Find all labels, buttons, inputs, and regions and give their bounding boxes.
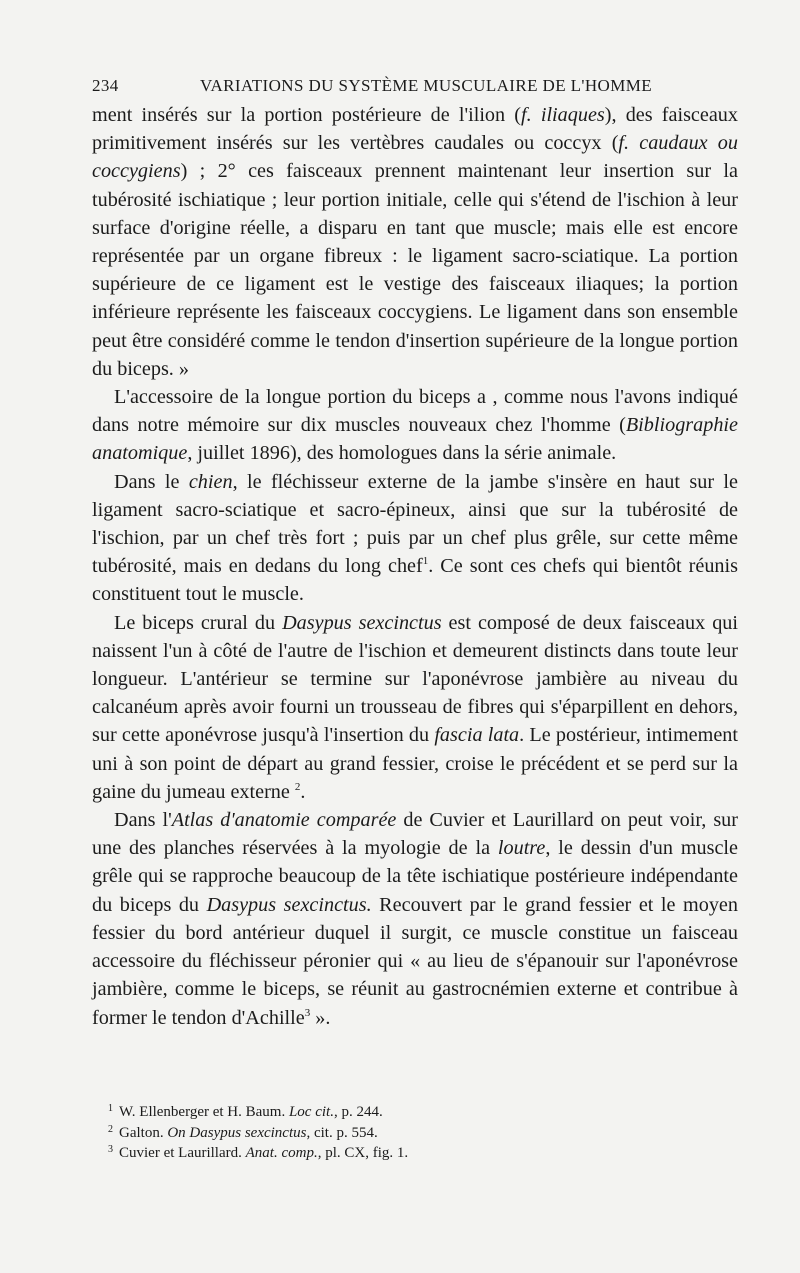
footnote-ref-3: 3 <box>304 1006 311 1019</box>
paragraph-atlas: Dans l'Atlas d'anatomie comparée de Cuvier et Laurillard on peut voir, sur une des planches réservées à la myologie de la loutre, le dessin d'un muscle grêle qui se rapproche beaucoup de la tête ischiatique postérieure indépendante du biceps du Dasypus sexcinctus. Recouvert par le grand fessier et le moyen fessier du bord antérieur duquel il surgit, ce muscle constitue un faisceau accessoire du fléchisseur péronier qui « au lieu de s'épanouir sur l'aponévrose jambière, comme le biceps, se réunit au gastrocnémien externe et contribue à former le tendon d'Achille$^3$ ». <box>92 809 739 1029</box>
footnote-3: $^3$ Cuvier et Laurillard. Anat. comp., pl. CX, fig. 1. <box>108 1144 409 1161</box>
page-header <box>92 72 738 100</box>
footnote-2: $^2$ Galton. On Dasypus sexcinctus, cit. p. 554. <box>108 1123 378 1141</box>
body-text <box>92 101 738 1032</box>
paragraph-chien: Dans le chien, le fléchisseur externe de la jambe s'insère en haut sur le ligament sacro-sciatique et sacro-épineux, ainsi que sur la tubérosité de l'ischion, par un chef très fort ; puis par un chef plus grêle, sur cette même tubérosité, mais en dedans du long chef$^1$. Ce sont ces chefs qui bientôt réunis constituent tout le muscle. <box>92 470 738 606</box>
footnote-1: $^1$ W. Ellenberger et H. Baum. Loc cit., p. 244. <box>108 1103 383 1120</box>
running-title: VARIATIONS DU SYSTÈME MUSCULAIRE DE L'HOMME <box>200 76 653 95</box>
footnote-ref-1: 1 <box>422 555 429 568</box>
footnotes <box>108 1102 708 1164</box>
page-number: 234 <box>92 76 119 95</box>
paragraph-accessoire: L'accessoire de la longue portion du biceps a , comme nous l'avons indiqué dans notre mémoire sur dix muscles nouveaux chez l'homme (Bibliographie anatomique, juillet 1896), des homologues dans la série animale. <box>92 386 738 465</box>
footnote-ref-2: 2 <box>294 780 301 793</box>
paragraph-dasypus: Le biceps crural du Dasypus sexcinctus est composé de deux faisceaux qui naissent l'un à côté de l'autre de l'ischion et demeurent distincts dans toute leur longueur. L'antérieur se termine sur l'aponévrose jambière au niveau du calcanéum après avoir fourni un trousseau de fibres qui s'éparpillent en dehors, sur cette aponévrose jusqu'à l'insertion du fascia lata. Le postérieur, intimement uni à son point de départ au grand fessier, croise le précédent et se perd sur la gaine du jumeau externe $^2$. <box>92 611 738 803</box>
paragraph-continued: ment insérés sur la portion postérieure de l'ilion (f. iliaques), des faisceaux primitivement insérés sur les vertèbres caudales ou coccyx (f. caudaux ou coccygiens) ; 2° ces faisceaux prennent maintenant leur insertion sur la tubérosité ischiatique ; leur portion initiale, celle qui s'étend de l'ischion à leur surface d'origine réelle, a disparu en tant que muscle; mais elle est encore représentée par un organe fibreux : le ligament sacro-sciatique. La portion supérieure de ce ligament est le vestige des faisceaux iliaques; la portion inférieure représente les faisceaux coccygiens. Le ligament dans son ensemble peut être considéré comme le tendon d'insertion supérieure de la longue portion du biceps. » <box>92 104 738 380</box>
